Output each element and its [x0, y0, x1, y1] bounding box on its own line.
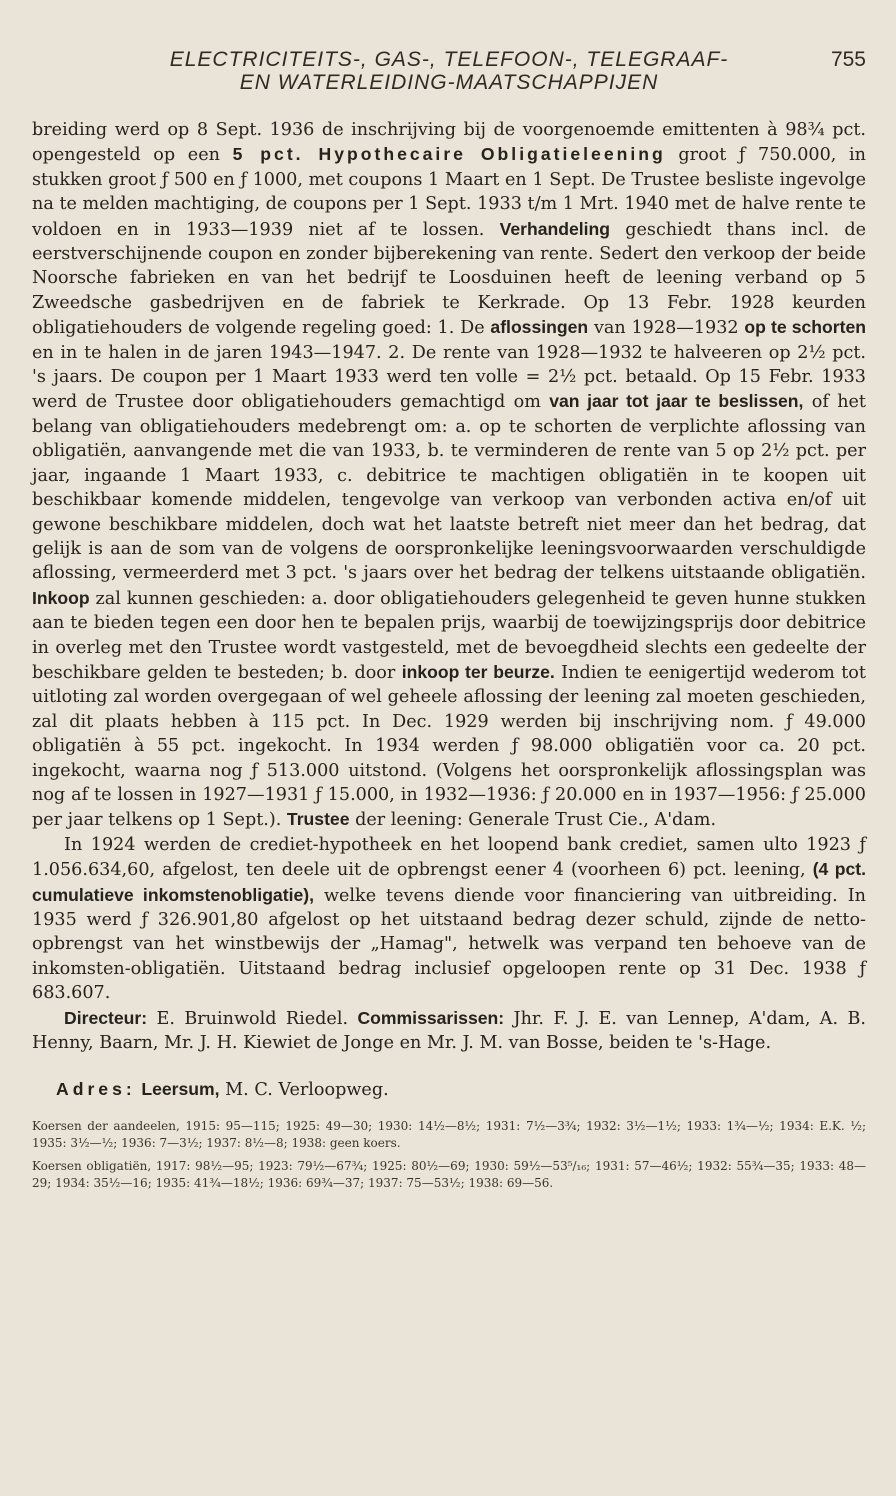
bold-term: Trustee: [286, 809, 350, 830]
bold-term: aflossingen: [490, 317, 589, 338]
running-header: [32, 48, 866, 94]
text-run: In 1924 werden de crediet-hypotheek en het loopend bank crediet, samen ulto 1923 ƒ 1.056.634,60, afgelost, ten deele uit de opbrengst eener 4 (voorheen 6) pct. leening,: [32, 834, 866, 881]
header-line-2: EN WATERLEIDING-MAATSCHAPPIJEN: [239, 71, 659, 94]
page-number: 755: [830, 48, 866, 71]
share-prices: Koersen der aandeelen, 1915: 95—115; 1925: 49—30; 1930: 14½—8½; 1931: 7½—3¾; 1932: 3½—1½; 1933: 1¾—½; 1934: E.K. ½; 1935: 3½—½; 1936: 7—3½; 1937: 8½—8; 1938: geen koers.: [32, 1119, 866, 1151]
bold-term: Directeur:: [64, 1007, 148, 1028]
address-place: Leersum,: [141, 1079, 220, 1100]
bold-term: Verhandeling: [499, 218, 611, 239]
paragraph-3: [32, 1006, 866, 1056]
page: [32, 48, 866, 1198]
body-text: [32, 118, 866, 1055]
text-run: E. Bruinwold Riedel.: [147, 1008, 358, 1029]
text-run: Indien te eenigertijd wederom tot uitloting zal worden overgegaan of wel geheele aflossing der leening zal moeten geschieden, zal dit plaats hebben à 115 pct. In Dec. 1929 werden bij inschrijving nom. ƒ 49.000 obligatiën à 55 pct. ingekocht. In 1934 werden ƒ 98.000 obligatiën voor ca. 20 pct. ingekocht, waarna nog ƒ 513.000 uitstond. (Volgens het oorspronkelijk aflossingsplan was nog af te lossen in 1927—1931 ƒ 15.000, in 1932—1936: ƒ 20.000 en in 1937—1956: ƒ 25.000 per jaar telkens op 1 Sept.).: [32, 662, 866, 831]
bold-term: (4 pct. cumulatieve inkomstenobligatie),: [32, 859, 866, 905]
address-label: Adres:: [56, 1079, 136, 1100]
text-run: breiding werd op 8 Sept. 1936 de inschrijving bij de voorgenoemde emittenten à 98¾ pct. opengesteld op een: [32, 120, 866, 166]
text-run: groot ƒ 750.000, in stukken groot ƒ 500 en ƒ 1000, met coupons 1 Maart en 1 Sept. De Trustee besliste ingevolge na te melden machtiging, de coupons per 1 Sept. 1933 t/m 1 Mrt. 1940 met de halve rente te voldoen en in 1933—1939 niet af te lossen.: [32, 145, 866, 240]
bold-term: op te schorten: [744, 317, 867, 338]
text-run: of het belang van obligatiehouders medebrengt om: a. op te schorten de verplichte aflossing van obligatiën, aanvangende met die van 1933, b. te verminderen de rente van 5 op 2½ pct. per jaar, ingaande 1 Maart 1933, c. debitrice te machtigen obligatiën in te koopen uit beschikbaar komende middelen, tengevolge van verkoop van verbonden activa en/of uit gewone beschikbare middelen, doch wat het laatste betreft niet meer dan het bedrag, dat gelijk is aan de som van de volgens de oorspronkelijke leeningsvoorwaarden verschuldigde aflossing, vermeerderd met 3 pct. 's jaars over het bedrag der telkens uitstaande obligatiën.: [32, 392, 867, 584]
bond-prices: Koersen obligatiën, 1917: 98½—95; 1923: 79½—67¾; 1925: 80½—69; 1930: 59½—53⁵/₁₆; 1931: 57—46½; 1932: 55¾—35; 1933: 48—29; 1934: 35½—16; 1935: 41¾—18½; 1936: 69¾—37; 1937: 75—53½; 1938: 69—56.: [32, 1159, 866, 1191]
text-run: geschiedt thans incl. de eerstverschijnende coupon en zonder bijberekening van rente. Sedert den verkoop der beide Noorsche fabrieken en van het bedrijf te Loosduinen heeft de leening verband op 5 Zweedsche gasbedrijven en de fabriek te Kerkrade. Op 13 Febr. 1928 keurden obligatiehouders de volgende regeling goed: 1. De: [32, 219, 866, 339]
text-run: Jhr. F. J. E. van Lennep, A'dam, A. B. Henny, Baarn, Mr. J. H. Kiewiet de Jonge en Mr. J. M. van Bosse, beiden te 's-Hage.: [32, 1008, 866, 1054]
price-history: [32, 1118, 866, 1192]
text-run: en in te halen in de jaren 1943—1947. 2. De rente van 1928—1932 te halveeren op 2½ pct. 's jaars. De coupon per 1 Maart 1933 werd ten volle = 2½ pct. betaald. Op 15 Febr. 1933 werd de Trustee door obligatiehouders gemachtigd om: [32, 342, 866, 413]
bold-term: Commissarissen:: [357, 1007, 505, 1028]
header-line-1: ELECTRICITEITS-, GAS-, TELEFOON-, TELEGRAAF-: [169, 48, 729, 71]
text-run: zal kunnen geschieden: a. door obligatiehouders gelegenheid te geven hunne stukken aan te bieden tegen een door hen te bepalen prijs, waarbij de toewijzingsprijs door debitrice in overleg met den Trustee wordt vastgesteld, met de bevoegdheid slechts een gedeelte der beschikbare gelden te besteden; b. door: [32, 588, 866, 683]
text-run: van 1928—1932: [588, 318, 745, 339]
bold-term: inkoop ter beurze.: [401, 661, 555, 682]
text-run: welke tevens diende voor financiering van uitbreiding. In 1935 werd ƒ 326.901,80 afgelost op het uitstaand bedrag dezer schuld, zijnde de netto-opbrengst van het winstbewijs der „Hamag", hetwelk was verpand ten behoeve van de inkomsten-obligatiën. Uitstaand bedrag inclusief opgeloopen rente op 31 Dec. 1938 ƒ 683.607.: [32, 885, 866, 1004]
address-rest: M. C. Verloopweg.: [219, 1080, 389, 1101]
bold-term: van jaar tot jaar te beslissen,: [549, 391, 804, 412]
address-line: [32, 1079, 866, 1100]
paragraph-1: [32, 118, 866, 833]
text-run: der leening: Generale Trust Cie., A'dam.: [349, 810, 717, 831]
loan-title: 5 pct. Hypothecaire Obligatieleening: [232, 144, 666, 165]
bold-term: Inkoop: [32, 587, 90, 608]
paragraph-2: [32, 833, 866, 1006]
